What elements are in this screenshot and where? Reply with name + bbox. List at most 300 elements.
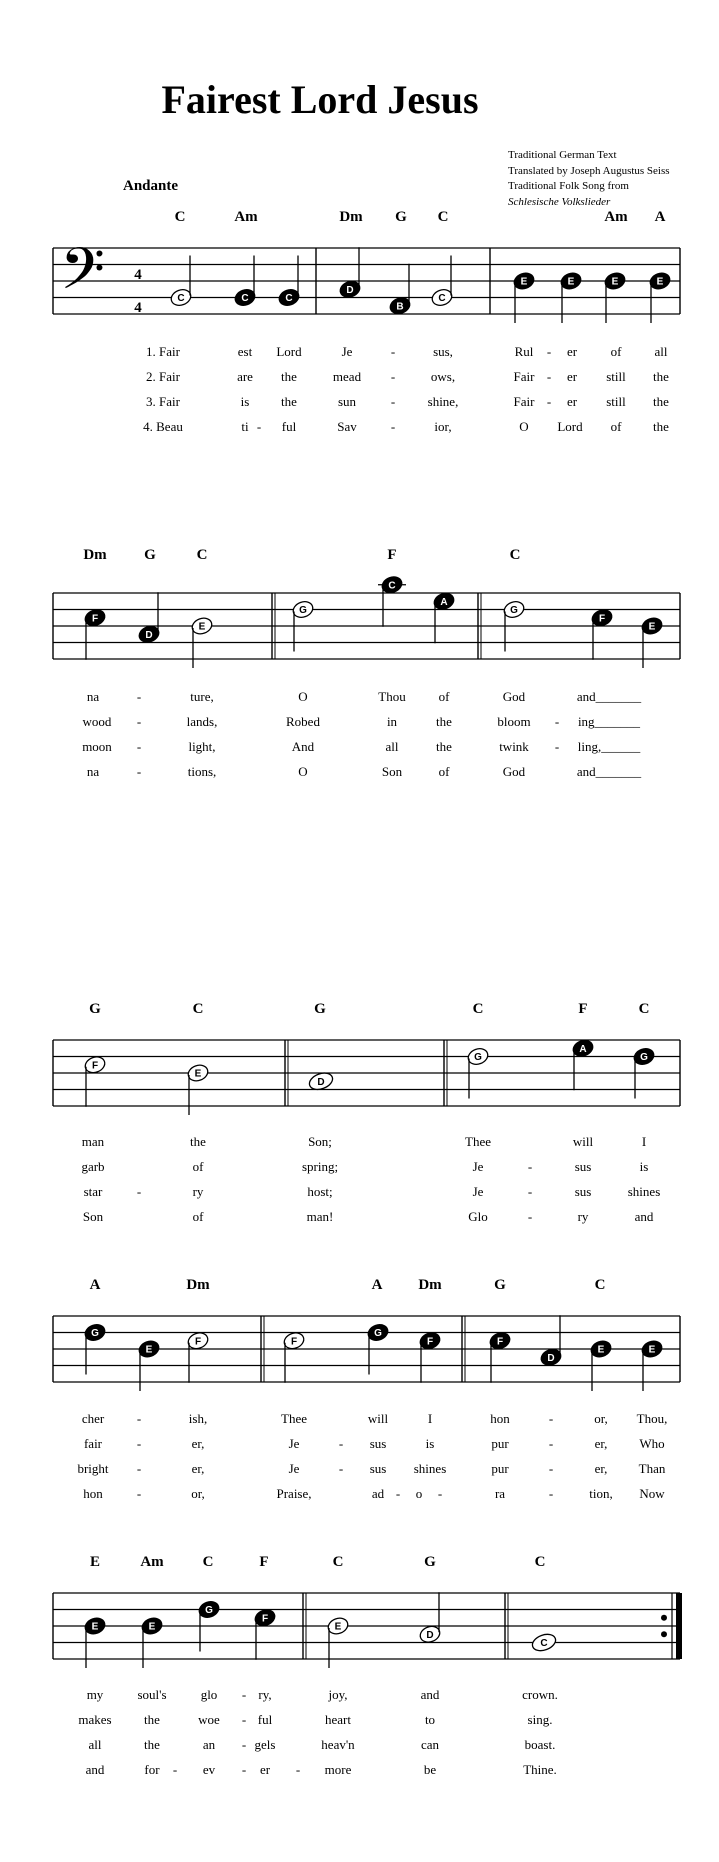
note [253,1607,277,1659]
lyric-syllable: - [136,689,142,704]
lyric-syllable: Sav [337,419,357,434]
note-letter: E [567,276,575,288]
note [282,1330,306,1382]
lyric-syllable: o [415,1486,423,1501]
note-letter: F [261,1613,269,1625]
lyric-syllable: 1. Fair [146,344,180,359]
lyric-syllable: is [639,1159,649,1174]
repeat-dot [661,1631,667,1637]
lyric-syllable: Son [381,764,403,779]
lyric-syllable: makes [78,1712,112,1727]
note [502,599,526,651]
lyric-syllable: Je [288,1461,300,1476]
lyric-syllable: of [438,689,450,704]
lyric-syllable: - [172,1762,178,1777]
lyric-syllable: sus, [433,344,453,359]
lyric-syllable: woe [198,1712,220,1727]
chord-symbol: Dm [339,209,363,225]
note-letter: E [597,1344,605,1356]
lyric-syllable: will [367,1411,389,1426]
note [83,1054,107,1106]
lyric-syllable: the [436,714,452,729]
note [140,1616,164,1668]
lyric-syllable: O [519,419,529,434]
lyric-syllable: - [527,1184,533,1199]
staff-system-2 [53,574,680,668]
note [488,1330,512,1382]
lyric-syllable: - [390,344,396,359]
lyric-syllable: ing_______ [577,714,641,729]
note [378,574,406,626]
lyric-syllable: - [136,1184,142,1199]
lyric-syllable: Than [638,1461,666,1476]
note-letter: F [91,613,99,625]
lyric-syllable: Thine. [523,1762,557,1777]
note-letter: G [299,605,307,616]
lyric-syllable: I [641,1134,647,1149]
note [83,1322,107,1374]
lyric-syllable: - [136,739,142,754]
note-letter: E [198,621,206,633]
lyric-syllable: boast. [524,1737,556,1752]
note [137,1339,161,1391]
credit-line-source: Schlesische Volkslieder [508,195,611,208]
note-letter: G [474,1052,482,1063]
lyric-syllable: still [606,394,626,409]
lyric-syllable: Who [639,1436,665,1451]
staff-system-5 [53,1592,682,1668]
lyric-syllable: moon [82,739,112,754]
lyric-syllable: all [654,344,668,359]
note [197,1599,221,1651]
staff-system-3 [53,1038,680,1115]
lyric-syllable: the [144,1737,160,1752]
lyric-syllable: Glo [468,1209,488,1224]
lyric-syllable: ad [371,1486,385,1501]
lyric-syllable: Je [472,1159,484,1174]
note-letter: D [547,1352,555,1364]
lyric-syllable: twink [499,739,529,754]
lyric-syllable: - [554,739,560,754]
lyric-syllable: O [298,764,308,779]
lyric-syllable: Son; [308,1134,332,1149]
note-letter: A [579,1043,587,1055]
note [291,599,315,651]
lyric-syllable: more [324,1762,352,1777]
note [430,256,454,308]
note-letter: E [91,1621,99,1633]
lyric-syllable: sing. [527,1712,553,1727]
lyric-syllable: of [192,1159,204,1174]
chord-symbol: F [259,1554,269,1570]
note [559,271,583,323]
lyric-syllable: soul's [137,1687,167,1702]
lyric-syllable: - [338,1461,344,1476]
lyric-syllable: lands, [186,714,218,729]
lyric-syllable: na [86,764,100,779]
lyric-syllable: pur [491,1461,509,1476]
lyric-syllable: God [502,689,526,704]
chord-symbol: G [144,547,156,563]
lyric-syllable: O [298,689,308,704]
lyric-syllable: ry [192,1184,204,1199]
note [83,607,107,659]
chord-symbol: A [89,1277,101,1293]
lyric-syllable: - [527,1159,533,1174]
note [186,1063,210,1115]
chord-symbol: G [395,209,407,225]
lyric-syllable: Je [472,1184,484,1199]
note-letter: D [346,284,354,296]
lyric-syllable: I [427,1411,433,1426]
lyric-syllable: sus [369,1461,387,1476]
lyric-syllable: 3. Fair [146,394,180,409]
lyric-syllable: will [572,1134,594,1149]
lyric-syllable: Thee [281,1411,307,1426]
lyric-syllable: er, [594,1461,608,1476]
lyric-syllable: shines [413,1461,447,1476]
lyric-syllable: heart [325,1712,351,1727]
lyric-syllable: - [295,1762,301,1777]
lyric-syllable: Rul [514,344,534,359]
note-letter: B [396,301,404,313]
lyric-syllable: - [395,1486,401,1501]
lyric-syllable: the [653,369,669,384]
lyric-syllable: - [136,1486,142,1501]
lyric-syllable: ful [257,1712,273,1727]
note-letter: C [177,293,185,304]
lyric-syllable: fair [83,1436,103,1451]
lyric-syllable: ior, [434,419,452,434]
note-letter: E [648,621,656,633]
lyric-syllable: - [546,369,552,384]
note [539,1315,563,1367]
lyric-syllable: Lord [557,419,583,434]
lyric-syllable: er [259,1762,271,1777]
lyric-syllable: the [281,394,297,409]
lyric-syllable: er [566,344,578,359]
chord-symbol: C [192,1001,204,1017]
lyric-syllable: the [281,369,297,384]
note-letter: E [648,1344,656,1356]
lyric-syllable: ling,______ [577,739,641,754]
lyric-syllable: sus [574,1159,592,1174]
lyric-syllable: - [554,714,560,729]
lyric-syllable: sus [369,1436,387,1451]
note-letter: C [285,293,293,304]
lyric-syllable: and [634,1209,654,1224]
credit-line: Traditional Folk Song from [508,180,629,192]
note-letter: D [145,629,153,641]
chord-symbol: Dm [418,1277,442,1293]
note-letter: G [510,605,518,616]
lyric-syllable: and [85,1762,105,1777]
note [466,1046,490,1098]
note [603,271,627,323]
lyric-syllable: tion, [589,1486,613,1501]
lyric-syllable: Je [288,1436,300,1451]
lyric-syllable: ish, [188,1411,208,1426]
note-letter: A [440,596,448,608]
lyric-syllable: - [390,394,396,409]
lyric-syllable: all [385,739,399,754]
note-letter: F [91,1060,99,1072]
repeat-dot [661,1615,667,1621]
note [432,591,456,643]
lyric-syllable: Fair [513,369,535,384]
lyric-syllable: and_______ [576,689,642,704]
staff-system-4 [53,1315,680,1391]
lyric-syllable: of [192,1209,204,1224]
lyric-syllable: sun [337,394,357,409]
lyric-syllable: man! [306,1209,334,1224]
lyric-syllable: Son [82,1209,104,1224]
lyric-syllable: gels [254,1737,276,1752]
note [233,256,257,308]
lyric-syllable: Robed [286,714,320,729]
lyric-syllable: spring; [301,1159,339,1174]
note [648,271,672,323]
lyric-syllable: - [548,1411,554,1426]
chord-symbol: Dm [83,547,107,563]
lyric-syllable: are [237,369,253,384]
note-letter: F [290,1336,298,1348]
lyric-syllable: Thou [378,689,406,704]
lyric-syllable: is [240,394,250,409]
lyric-syllable: er [566,369,578,384]
lyric-syllable: ry [577,1209,589,1224]
lyric-syllable: heav'n [321,1737,355,1752]
note-letter: G [205,1605,213,1616]
note [366,1322,390,1374]
lyric-syllable: garb [81,1159,105,1174]
lyric-syllable: the [653,394,669,409]
note-letter: E [148,1621,156,1633]
chord-symbol: C [332,1554,344,1570]
chord-symbol: G [314,1001,326,1017]
note [169,256,193,308]
chord-symbol: F [578,1001,588,1017]
chord-symbol: F [387,547,397,563]
note [418,1592,442,1644]
lyric-syllable: Thou, [636,1411,668,1426]
lyric-syllable: - [548,1486,554,1501]
note [326,1616,350,1668]
note [418,1330,442,1382]
lyric-syllable: - [136,1411,142,1426]
note-letter: D [426,1629,434,1641]
credit-line: Translated by Joseph Augustus Seiss [508,164,670,177]
chord-symbol: A [371,1277,383,1293]
note [512,271,536,323]
note-letter: F [426,1336,434,1348]
lyric-syllable: Now [639,1486,665,1501]
lyric-syllable: is [425,1436,435,1451]
lyric-syllable: pur [491,1436,509,1451]
lyric-syllable: er, [594,1436,608,1451]
lyric-syllable: or, [191,1486,205,1501]
time-signature-bottom: 4 [134,300,142,316]
lyric-syllable: bright [77,1461,109,1476]
lyric-syllable: of [610,344,622,359]
time-signature-top: 4 [134,267,142,283]
chord-symbol: C [534,1554,546,1570]
chord-symbol: C [509,547,521,563]
lyric-syllable: sus [574,1184,592,1199]
lyric-syllable: be [423,1762,437,1777]
note-letter: C [438,293,446,304]
note [338,247,362,299]
lyric-syllable: star [83,1184,103,1199]
chord-symbol: C [174,209,186,225]
lyric-syllable: all [88,1737,102,1752]
note-letter: D [317,1076,325,1088]
lyric-syllable: - [527,1209,533,1224]
lyric-syllable: ev [202,1762,216,1777]
lyric-syllable: - [136,764,142,779]
note-letter: G [640,1052,648,1063]
lyric-syllable: Thee [465,1134,491,1149]
note [632,1046,656,1098]
chord-symbol: Am [234,209,258,225]
chord-symbol: C [437,209,449,225]
lyric-syllable: Fair [513,394,535,409]
chord-symbol: C [472,1001,484,1017]
note [388,264,412,316]
credit-line: Traditional German Text [508,149,617,161]
chord-symbol: G [89,1001,101,1017]
staff-system-1 [53,235,680,323]
note [190,616,214,668]
chord-symbol: G [494,1277,506,1293]
lyric-syllable: ful [281,419,297,434]
note-letter: C [388,580,396,592]
lyric-syllable: of [610,419,622,434]
note [530,1631,558,1653]
lyric-syllable: tions, [187,764,217,779]
chord-symbol: Dm [186,1277,210,1293]
note [640,616,664,668]
lyric-syllable: Je [341,344,353,359]
lyric-syllable: crown. [522,1687,558,1702]
lyric-syllable: or, [594,1411,608,1426]
lyric-syllable: can [420,1737,440,1752]
lyric-syllable: 4. Beau [143,419,183,434]
note-letter: G [91,1328,99,1339]
lyric-syllable: to [424,1712,436,1727]
note-letter: C [540,1638,548,1649]
lyric-syllable: - [390,369,396,384]
lyric-syllable: host; [307,1184,333,1199]
chord-symbol: C [638,1001,650,1017]
lyric-syllable: - [256,419,262,434]
lyric-syllable: the [144,1712,160,1727]
lyric-syllable: man [81,1134,105,1149]
note-letter: E [656,276,664,288]
lyric-syllable: for [144,1762,160,1777]
tempo-marking: Andante [123,178,179,194]
lyric-syllable: - [548,1461,554,1476]
chord-symbol: G [424,1554,436,1570]
lyric-syllable: cher [81,1411,105,1426]
lyric-syllable: joy, [328,1687,348,1702]
lyric-syllable: the [190,1134,206,1149]
lyric-syllable: est [237,344,253,359]
lyric-syllable: - [136,714,142,729]
note [571,1038,595,1090]
lyric-syllable: and_______ [576,764,642,779]
lyric-syllable: hon [490,1411,510,1426]
final-barline-thick [676,1593,682,1659]
lyric-syllable: - [546,394,552,409]
lyric-syllable: - [136,1461,142,1476]
lyric-syllable: hon [83,1486,103,1501]
lyric-syllable: of [438,764,450,779]
lyric-syllable: ra [494,1486,506,1501]
lyric-syllable: ows, [430,369,456,384]
lyric-syllable: - [241,1687,247,1702]
lyric-syllable: - [548,1436,554,1451]
lyric-syllable: an [202,1737,216,1752]
note-letter: F [598,613,606,625]
lyric-syllable: - [546,344,552,359]
lyric-syllable: er [566,394,578,409]
note [137,592,161,644]
note-letter: E [194,1068,202,1080]
lyric-syllable: God [502,764,526,779]
note-letter: G [374,1328,382,1339]
chord-symbol: A [654,209,666,225]
lyric-syllable: - [338,1436,344,1451]
lyric-syllable: and [420,1687,440,1702]
note-letter: E [520,276,528,288]
lyric-syllable: ti [241,419,249,434]
note-letter: C [241,293,249,304]
lyric-syllable: the [436,739,452,754]
chord-symbol: Am [140,1554,164,1570]
lyric-syllable: Praise, [276,1486,312,1501]
chord-symbol: Am [604,209,628,225]
note-letter: E [145,1344,153,1356]
lyric-syllable: 2. Fair [146,369,180,384]
lyric-syllable: shine, [427,394,459,409]
lyric-syllable: light, [188,739,216,754]
song-title: Fairest Lord Jesus [161,77,479,122]
note [590,607,614,659]
lyric-syllable: - [241,1737,247,1752]
chord-symbol: C [196,547,208,563]
lyric-syllable: ry, [258,1687,272,1702]
lyric-syllable: mead [332,369,362,384]
lyric-syllable: shines [627,1184,661,1199]
lyric-syllable: ture, [190,689,214,704]
lyric-syllable: the [653,419,669,434]
lyric-syllable: glo [200,1687,218,1702]
note-letter: E [611,276,619,288]
lyric-syllable: in [386,714,398,729]
note-letter: F [496,1336,504,1348]
bass-clef-icon: 𝄢 [60,235,106,317]
note-letter: E [334,1621,342,1633]
lyric-syllable: er, [191,1436,205,1451]
lyric-syllable: still [606,369,626,384]
chord-symbol: E [89,1554,101,1570]
lyric-syllable: wood [82,714,112,729]
note [83,1616,107,1668]
note [186,1330,210,1382]
lyric-syllable: bloom [497,714,531,729]
chord-symbol: C [202,1554,214,1570]
